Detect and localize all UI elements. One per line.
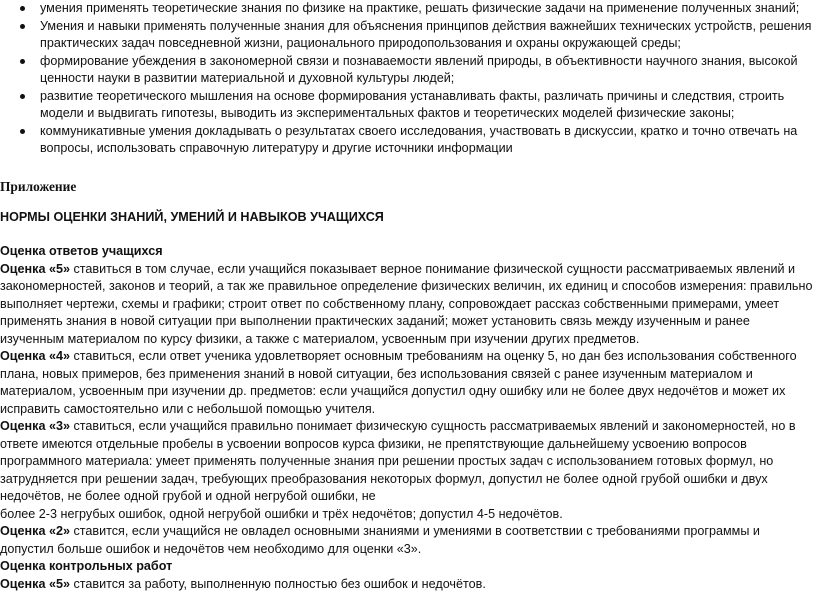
grade-3-continuation: более 2-3 негрубых ошибок, одной негрубой ошибки и трёх недочётов; допустил 4-5 недочётов. [0,506,816,524]
norms-heading: НОРМЫ ОЦЕНКИ ЗНАНИЙ, УМЕНИЙ И НАВЫКОВ УЧАЩИХСЯ [0,209,816,227]
bullet-icon [20,6,25,11]
assessment-section [0,178,816,593]
goals-bullet-list [0,0,816,158]
grade-4-paragraph: Оценка «4» ставиться, если ответ ученика удовлетворяет основным требованиям на оценку 5, но дан без использования собственного плана, новых примеров, без применения знаний в новой ситуации, без использования связей с ранее изученным материалом и материалом, усвоенным при изучении др. предметов: если учащийся допустил одну ошибку или не более двух недочётов и может их исправить самостоятельно или с небольшой помощью учителя. [0,348,816,418]
grade-label: Оценка «3» [0,419,70,433]
control-grade-5-paragraph: Оценка «5» ставится за работу, выполненную полностью без ошибок и недочётов. [0,576,816,593]
bullet-icon [20,24,25,29]
grade-label: Оценка «5» [0,262,70,276]
control-works-subheading: Оценка контрольных работ [0,558,816,576]
grade-2-paragraph: Оценка «2» ставится, если учащийся не овладел основными знаниями и умениями в соответствии с требованиями программы и допустил больше ошибок и недочётов чем необходимо для оценки «3». [0,523,816,558]
list-item: умения применять теоретические знания по физике на практике, решать физические задачи на применение полученных знаний; [0,0,816,18]
bullet-icon [20,129,25,134]
grade-label: Оценка «4» [0,349,70,363]
grade-5-paragraph: Оценка «5» ставиться в том случае, если учащийся показывает верное понимание физической сущности рассматриваемых явлений и закономерностей, законов и теорий, а так же правильное определение физических величин, их единиц и способов измерения: правильно выполняет чертежи, схемы и графики; строит ответ по собственному плану, сопровождает рассказ собственными примерами, умеет применять знания в новой ситуации при выполнении практических заданий; может установить связь между изученным и ранее изученным материалом по курсу физики, а также с материалом, усвоенным при изучении других предметов. [0,261,816,349]
list-item: коммуникативные умения докладывать о результатах своего исследования, участвовать в дискуссии, кратко и точно отвечать на вопросы, использовать справочную литературу и другие источники информации [0,123,816,158]
appendix-title: Приложение [0,178,816,196]
bullet-icon [20,94,25,99]
grade-label: Оценка «2» [0,524,70,538]
grade-3-paragraph: Оценка «3» ставиться, если учащийся правильно понимает физическую сущность рассматриваемых явлений и закономерностей, но в ответе имеются отдельные пробелы в усвоении вопросов курса физики, не препятствующие дальнейшему усвоению вопросов программного материала: умеет применять полученные знания при решении простых задач с использованием готовых формул, но затрудняется при решении задач, требующих преобразования некоторых формул, допустил не более одной грубой ошибки и двух недочётов, не более одной грубой и одной негрубой ошибки, не [0,418,816,506]
grade-label: Оценка «5» [0,577,70,591]
list-item: Умения и навыки применять полученные знания для объяснения принципов действия важнейших технических устройств, решения практических задач повседневной жизни, рационального природопользования и охраны окружающей среды; [0,18,816,53]
bullet-icon [20,59,25,64]
answers-subheading: Оценка ответов учащихся [0,243,816,261]
list-item: развитие теоретического мышления на основе формирования устанавливать факты, различать причины и следствия, строить модели и выдвигать гипотезы, выводить из экспериментальных фактов и теоретических моделей физические законы; [0,88,816,123]
list-item: формирование убеждения в закономерной связи и познаваемости явлений природы, в объективности научного знания, высокой ценности науки в развитии материальной и духовной культуры людей; [0,53,816,88]
